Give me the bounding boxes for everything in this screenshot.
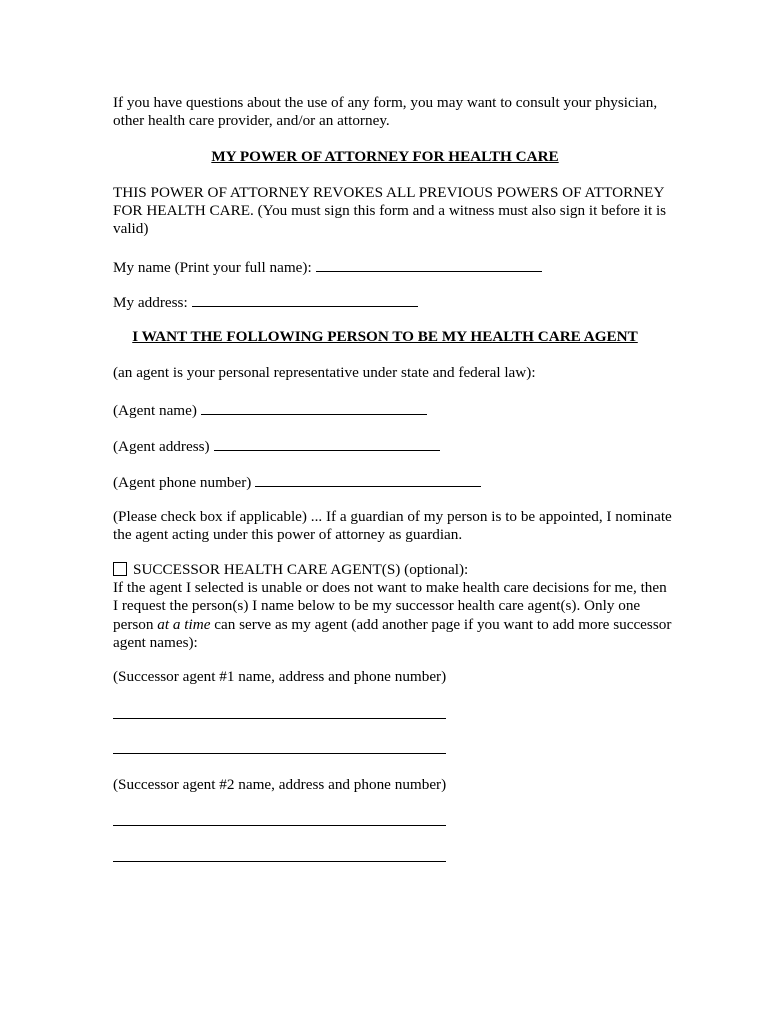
successor-agent-1-line-1[interactable] — [113, 718, 446, 719]
revokes-paragraph: THIS POWER OF ATTORNEY REVOKES ALL PREVIOUS POWERS OF ATTORNEY FOR HEALTH CARE. (You must sign this form and a witness must also sign it before it is valid) — [113, 184, 667, 238]
successor-section — [113, 561, 673, 652]
successor-label: SUCCESSOR HEALTH CARE AGENT(S) (optional): — [133, 561, 469, 578]
my-address-label: My address: — [113, 294, 188, 311]
form-title: MY POWER OF ATTORNEY FOR HEALTH CARE — [211, 148, 559, 165]
my-name-row — [113, 257, 673, 277]
successor-agent-2-label: (Successor agent #2 name, address and phone number) — [113, 776, 447, 793]
successor-text-before: If the agent I selected is unable or does not want to make health care decisions for me, then I request the person(s) I name below to be my successor health care agent(s). Only one person — [113, 579, 667, 633]
my-address-row — [113, 292, 673, 312]
intro-paragraph: If you have questions about the use of any form, you may want to consult your physician, other health care provider, and/or an attorney. — [113, 94, 658, 130]
my-name-field[interactable] — [316, 257, 542, 272]
successor-agent-2-line-1[interactable] — [113, 825, 446, 826]
successor-agent-2-line-2[interactable] — [113, 861, 446, 862]
agent-address-row — [113, 436, 673, 456]
my-name-label: My name (Print your full name): — [113, 259, 312, 276]
guardian-paragraph: (Please check box if applicable) ... If a guardian of my person is to be appointed, I nominate the agent acting under this power of attorney as guardian. — [113, 508, 672, 544]
agent-phone-label: (Agent phone number) — [113, 474, 252, 491]
successor-text-emphasis: at a time — [157, 615, 211, 633]
agent-heading: I WANT THE FOLLOWING PERSON TO BE MY HEALTH CARE AGENT — [132, 328, 638, 345]
successor-text-after: can serve as my agent (add another page if you want to add more successor agent names): — [113, 615, 672, 651]
agent-name-row — [113, 400, 673, 420]
successor-checkbox[interactable] — [113, 562, 127, 576]
agent-address-label: (Agent address) — [113, 438, 210, 455]
successor-agent-1-label: (Successor agent #1 name, address and phone number) — [113, 668, 447, 685]
agent-name-label: (Agent name) — [113, 402, 197, 419]
my-address-field[interactable] — [192, 292, 418, 307]
agent-phone-field[interactable] — [255, 472, 481, 487]
successor-agent-1-line-2[interactable] — [113, 753, 446, 754]
agent-name-field[interactable] — [201, 400, 427, 415]
agent-definition: (an agent is your personal representative under state and federal law): — [113, 364, 536, 381]
agent-phone-row — [113, 472, 673, 492]
agent-address-field[interactable] — [214, 436, 440, 451]
